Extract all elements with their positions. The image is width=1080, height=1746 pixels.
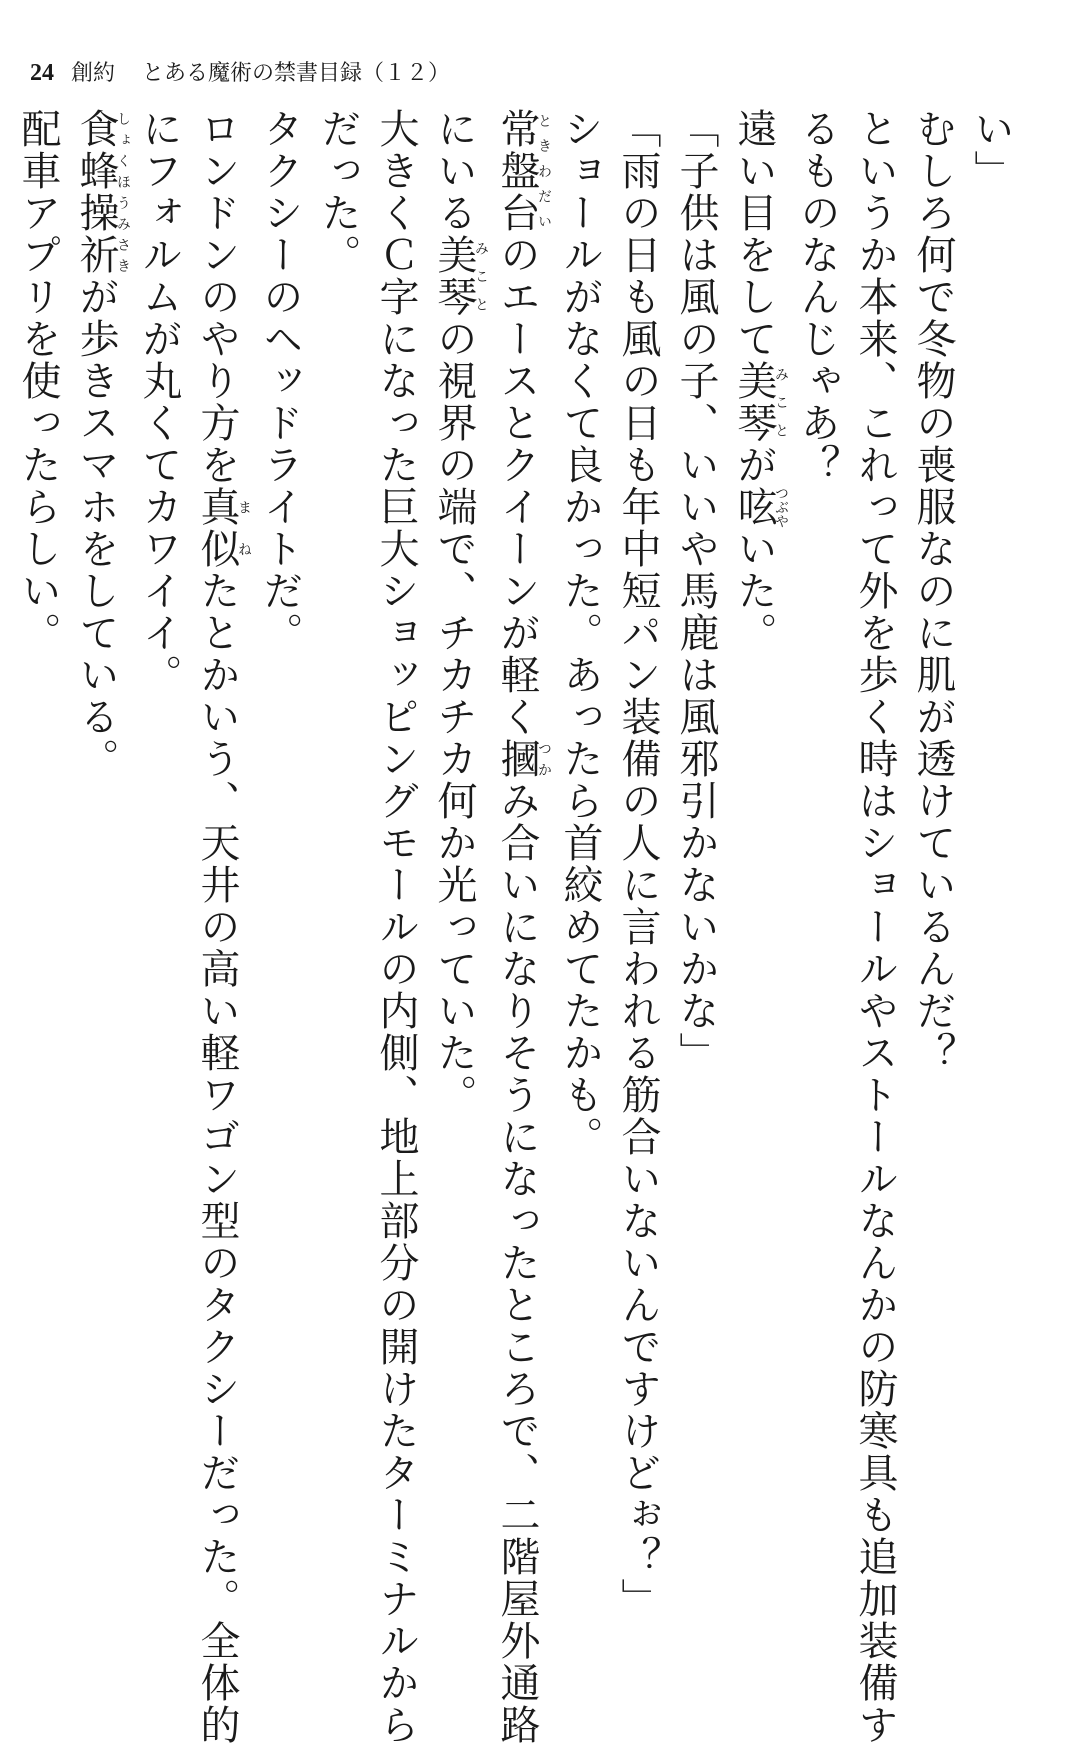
ruby-reading: つぶや (773, 486, 789, 528)
ruby-tokiwadai (494, 108, 552, 234)
ruby-base: 食蜂操祈 (73, 108, 119, 276)
text-line (488, 108, 552, 1746)
text-line: 大きくＣ字になった巨大ショッピングモールの内側、地上部分の開けたターミナルから (373, 108, 419, 1746)
ruby-base: 美琴 (431, 234, 477, 318)
text-line: るものなんじゃあ？ (794, 108, 840, 486)
ruby-base: 常盤台 (494, 108, 540, 234)
text-segment: が歩きスマホをしている。 (73, 276, 119, 780)
text-segment: 遠い目をして (731, 108, 777, 360)
ruby-misaka (731, 360, 789, 444)
text-line (425, 108, 488, 1548)
text-segment: ロンドンのやり方を (194, 108, 240, 486)
text-line (67, 108, 130, 1548)
ruby-reading: みこと (773, 360, 789, 444)
text-line: というか本来、これって外を歩く時はショールやストールなんかの防寒具も追加装備す (852, 108, 898, 1746)
text-line (188, 108, 252, 1746)
text-segment: にいる (431, 108, 477, 234)
ruby-shokuhou (73, 108, 131, 276)
text-line: 「雨の日も風の日も年中短パン装備の人に言われる筋合いないんですけどぉ？」 (615, 108, 661, 1620)
ruby-reading: みこと (473, 234, 489, 318)
text-segment: いた。 (731, 528, 777, 654)
ruby-mane (194, 486, 252, 570)
ruby-tsubuya (731, 486, 789, 528)
ruby-reading: まね (236, 486, 252, 570)
ruby-mikoto (431, 234, 489, 318)
ruby-tsuka (494, 738, 552, 780)
ruby-base: 真似 (194, 486, 240, 570)
page-number: 24 (30, 60, 54, 86)
text-segment: のエースとクイーンが軽く (494, 234, 540, 738)
vertical-text-body (9, 108, 1020, 1746)
ruby-reading: しょくほうみさき (115, 108, 131, 276)
running-header (30, 58, 450, 88)
text-line: にフォルムが丸くてカワイイ。 (136, 108, 182, 696)
text-line: だった。 (315, 108, 361, 276)
text-line: タクシーのヘッドライトだ。 (257, 108, 303, 654)
text-segment: たとかいう、天井の高い軽ワゴン型のタクシーだった。全体的 (194, 570, 240, 1746)
book-title: とある魔術の禁書目録（１２） (142, 61, 451, 86)
text-line: むしろ何で冬物の喪服なのに肌が透けているんだ？ (910, 108, 956, 1074)
text-segment: の視界の端で、チカチカ何か光っていた。 (431, 318, 477, 1116)
ruby-base: 美琴 (731, 360, 777, 444)
chapter-label: 創約 (71, 61, 116, 86)
text-line: ショールがなくて良かった。あったら首絞めてたかも。 (557, 108, 603, 1158)
text-line: 配車アプリを使ったらしい。 (15, 108, 61, 654)
ruby-base: 呟 (731, 486, 777, 528)
ruby-reading: ときわだい (536, 108, 552, 234)
ruby-reading: つか (536, 738, 552, 780)
text-line: 「子供は風の子、いいや馬鹿は風邪引かないかな」 (673, 108, 719, 1074)
text-line: い」 (968, 108, 1014, 192)
text-segment: が (731, 444, 777, 486)
text-segment: み合いになりそうになったところで、二階屋外通路 (494, 780, 540, 1746)
text-line (725, 108, 788, 1548)
ruby-base: 摑 (494, 738, 540, 780)
